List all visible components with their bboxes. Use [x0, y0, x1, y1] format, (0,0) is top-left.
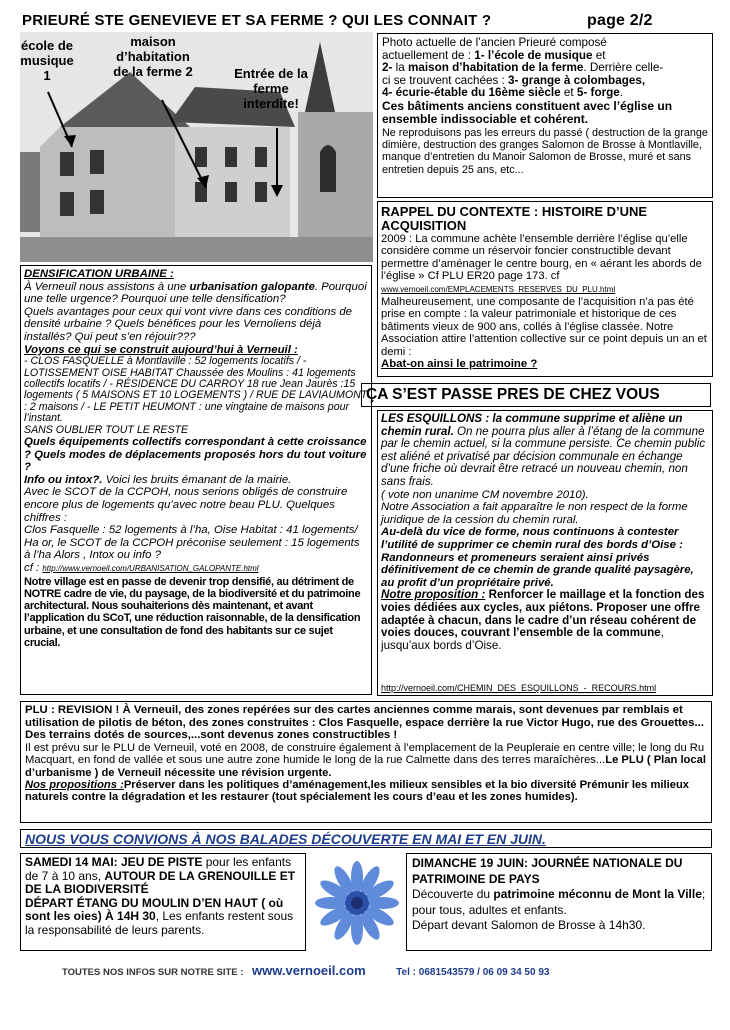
densification-title: DENSIFICATION URBAINE :	[24, 268, 174, 280]
page-title: PRIEURÉ STE GENEVIEVE ET SA FERME ? QUI LES CONNAIT ?	[22, 12, 492, 29]
rappel-box: RAPPEL DU CONTEXTE : HISTOIRE D’UNE ACQUISITION 2009 : La commune achète l’ensemble derrière l’église qu’elle considère comme un réservoir foncier constructible devant permettre d’aménager le centre bourg, en « aérant les abords de l’église » Cf PLU ER20 page 173. cf www.vernoeil.com/EMPLACEMENTS_RESERVES_DU_PLU.html Malheureusement, une composante de l’acquisition n’a pas été prise en compte : la valeur patrimoniale et historique de ces bâtiments vieux de 900 ans, collés à l’église classée. Notre Association attire l’attention collective sur ce point depuis un an et demi : Abat-on ainsi le patrimoine ?	[377, 201, 713, 377]
footer-label: TOUTES NOS INFOS SUR NOTRE SITE :	[62, 967, 247, 978]
esquillons-title: LES ESQUILLONS : la commune supprime et aliène un chemin rural.	[381, 412, 683, 438]
caption-errors: Ne reproduisons pas les erreurs du passé ( destruction de la grange dimière, destruction des granges Salomon de Brosse à Montlaville, manque d’entretien du Manoir Salomon de Brosse, muré et sans entretien depuis 25 ans, etc...	[382, 126, 708, 176]
plu-link[interactable]: www.vernoeil.com/EMPLACEMENTS_RESERVES_DU_PLU.html	[381, 284, 616, 294]
footer-site-link[interactable]: www.vernoeil.com	[252, 963, 366, 978]
samedi-box: SAMEDI 14 MAI: JEU DE PISTE pour les enfants de 7 à 10 ans, AUTOUR DE LA GRENOUILLE ET DE LA BIODIVERSITÉ DÉPART ÉTANG DU MOULIN D’EN HAUT ( où sont les oies) À 14H 30, Les enfants restent sous la responsabilité de leurs parents.	[20, 853, 306, 951]
pres-title-box	[361, 383, 711, 407]
dimanche-box: DIMANCHE 19 JUIN: JOURNÉE NATIONALE DU PATRIMOINE DE PAYS Découverte du patrimoine méconnu de Mont la Ville; pour tous, adultes et enfants. Départ devant Salomon de Brosse à 14h30.	[406, 853, 712, 951]
footer-phone: Tel : 0681543579 / 06 09 34 50 93	[396, 967, 550, 978]
dimanche-title: DIMANCHE 19 JUIN: JOURNÉE NATIONALE DU PATRIMOINE DE PAYS	[412, 856, 683, 886]
cornflower-image	[310, 855, 404, 951]
photo-caption-box: Photo actuelle de l’ancien Prieuré composé actuellement de : 1- l’école de musique et 2- la maison d’habitation de la ferme. Derrière celle- ci se trouvent cachées : 3- grange à colombages, 4- écurie-étable du 16ème siècle et 5- forge. Ces bâtiments anciens constituent avec l’église un ensemble indissociable et cohérent. Ne reproduisons pas les erreurs du passé ( destruction de la grange dimière, destruction des granges Salomon de Brosse à Montlaville, manque d’entretien du Manoir Salomon de Brosse, muré et sans entretien depuis 25 ans, etc...	[377, 33, 713, 198]
caption-line: Photo actuelle de l’ancien Prieuré composé	[382, 36, 607, 49]
pres-title: ÇA S’EST PASSE PRES DE CHEZ VOUS	[366, 386, 660, 403]
rappel-title: RAPPEL DU CONTEXTE : HISTOIRE D’UNE ACQUISITION	[381, 204, 648, 233]
photo-label-farmhouse: maison d’habitation de la ferme 2	[113, 34, 193, 79]
cornflower-icon	[310, 855, 404, 951]
photo-label-entrance: Entrée de la ferme interdite!	[234, 66, 308, 111]
plu-revision: PLU : REVISION ! À Verneuil, des zones repérées sur des cartes anciennes comme marais, sont devenues par remblais et utilisation de pilotis de béton, des zones construites : Clos Fasquelle, espace derrière la rue Victor Hugo, rue des Grouettes... Des terrains dotés de sources,...sont devenus zones constructibles !	[25, 704, 704, 742]
densification-box: DENSIFICATION URBAINE : À Verneuil nous assistons à une urbanisation galopante. Pourquoi une telle urgence? Pourquoi une telle densification? Quels avantages pour ceux qui vont vivre dans ces conditions de densité urbaine ? Quels bénéfices pour les Vernoliens déjà installés? Qui peut s’en réjouir??? Voyons ce qui se construit aujourd’hui à Verneuil : - CLOS FASQUELLE à Montlaville : 52 logements locatifs / - LOTISSEMENT OISE HABITAT Chaussée des Moulins : 41 logements collectifs locatifs / - RÉSIDENCE DU CARROY 18 rue Jean Jaurès :15 logements ( 5 MAISONS ET 10 LOGEMENTS ) / RUE DE LAVIAUMONT : 2 maisons / - LE PETIT HEUMONT : une vingtaine de maisons pour l’instant. SANS OUBLIER TOUT LE RESTE Quels équipements collectifs correspondant à cette croissance ? Quels modes de déplacements proposés hors du tout voiture ? Info ou intox?. Voici les bruits émanant de la mairie. Avec le SCOT de la CCPOH, nous serions obligés de construire encore plus de logements qu’avec notre beau PLU. Quelques chiffres : Clos Fasquelle : 52 logements à l’ha, Oise Habitat : 41 logements/ Ha or, le SCOT de la CCPOH préconise seulement : 15 logements à l’ha Alors , Intox ou info ? cf : http://www.vernoeil.com/URBANISATION_GALOPANTE.html Notre village est en passe de devenir trop densifié, au détriment de NOTRE cadre de vie, du paysage, de la biodiversité et du patrimoine architectural. Nous souhaiterions dès maintenant, et avant l’application du SCoT, une réduction raisonnable, de la densification urbaine, et une consultation de fond des habitants sur ce sujet crucial.	[20, 265, 372, 695]
samedi-title: SAMEDI 14 MAI: JEU DE PISTE	[25, 855, 203, 869]
balades-title: NOUS VOUS CONVIONS À NOS BALADES DÉCOUVERTE EN MAI ET EN JUIN.	[25, 831, 546, 847]
balades-box	[20, 829, 712, 848]
page-number: page 2/2	[587, 12, 653, 29]
esquillons-link[interactable]: http://vernoeil.com/CHEMIN_DES_ESQUILLONS_-_RECOURS.html	[381, 683, 657, 693]
rappel-question: Abat-on ainsi le patrimoine ?	[381, 358, 538, 371]
densification-conclusion: Notre village est en passe de devenir trop densifié, au détriment de NOTRE cadre de vie, du paysage, de la biodiversité et du patrimoine architectural. Nous souhaiterions dès maintenant, et avant l’application du SCoT, une réduction raisonnable, de la densification urbaine, et une consultation de fond des habitants sur ce sujet crucial.	[24, 575, 361, 650]
esquillons-box: LES ESQUILLONS : la commune supprime et aliène un chemin rural. On ne pourra plus aller à l’étang de la commune par le chemin actuel, si la commune persiste. Ce chemin public est aliéné et privatisé par décision communale en échange d’une friche où devrait être retracé un nouveau chemin, non sans frais. ( vote non unanime CM novembre 2010). Notre Association a fait apparaître le non respect de la forme juridique de la cession du chemin rural. Au-delà du vice de forme, nous continuons à contester l’utilité de supprimer ce chemin rural des bords d’Oise : Randonneurs et promeneurs seraient ainsi privés définitivement de ce chemin de grande qualité paysagère, au profit d’un propriétaire privé. Notre proposition : Renforcer le maillage et la fonction des voies dédiées aux cycles, aux piétons. Proposer une offre adaptée à chacun, dans le cadre d’un réseau cohérent de voies douces, couvrant l’ensemble de la commune, jusqu’aux bords d’Oise. http://vernoeil.com/CHEMIN_DES_ESQUILLONS_-_RECOURS.html	[377, 410, 713, 696]
footer	[62, 962, 702, 980]
caption-ensemble: Ces bâtiments anciens constituent avec l’église un ensemble indissociable et cohérent.	[382, 98, 673, 127]
photo-arrows	[20, 32, 373, 262]
priory-photo	[20, 32, 373, 262]
photo-label-school: école de musique 1	[20, 38, 74, 83]
plu-box: PLU : REVISION ! À Verneuil, des zones repérées sur des cartes anciennes comme marais, sont devenues par remblais et utilisation de pilotis de béton, des zones construites : Clos Fasquelle, espace derrière la rue Victor Hugo, rue des Grouettes... Des terrains dotés de sources,...sont devenus zones constructibles ! Il est prévu sur le PLU de Verneuil, voté en 2008, de construire également à l’emplacement de la Peupleraie en centre ville; le long du Ru Macquart, en fond de vallée et sous une autre zone humide le long de la rue Calmette dans des terres maraîchères...Le PLU ( Plan local d’urbanisme ) de Verneuil nécessite une révision urgente. Nos propositions :Préserver dans les politiques d’aménagement,les milieux sensibles et la bio diversité Prémunir les milieux naturels contre la dégradation et les restaurer (tout spécialement les cours d’eau et les zones humides).	[20, 701, 712, 823]
urbanisation-link[interactable]: http://www.vernoeil.com/URBANISATION_GALOPANTE.html	[42, 563, 259, 573]
